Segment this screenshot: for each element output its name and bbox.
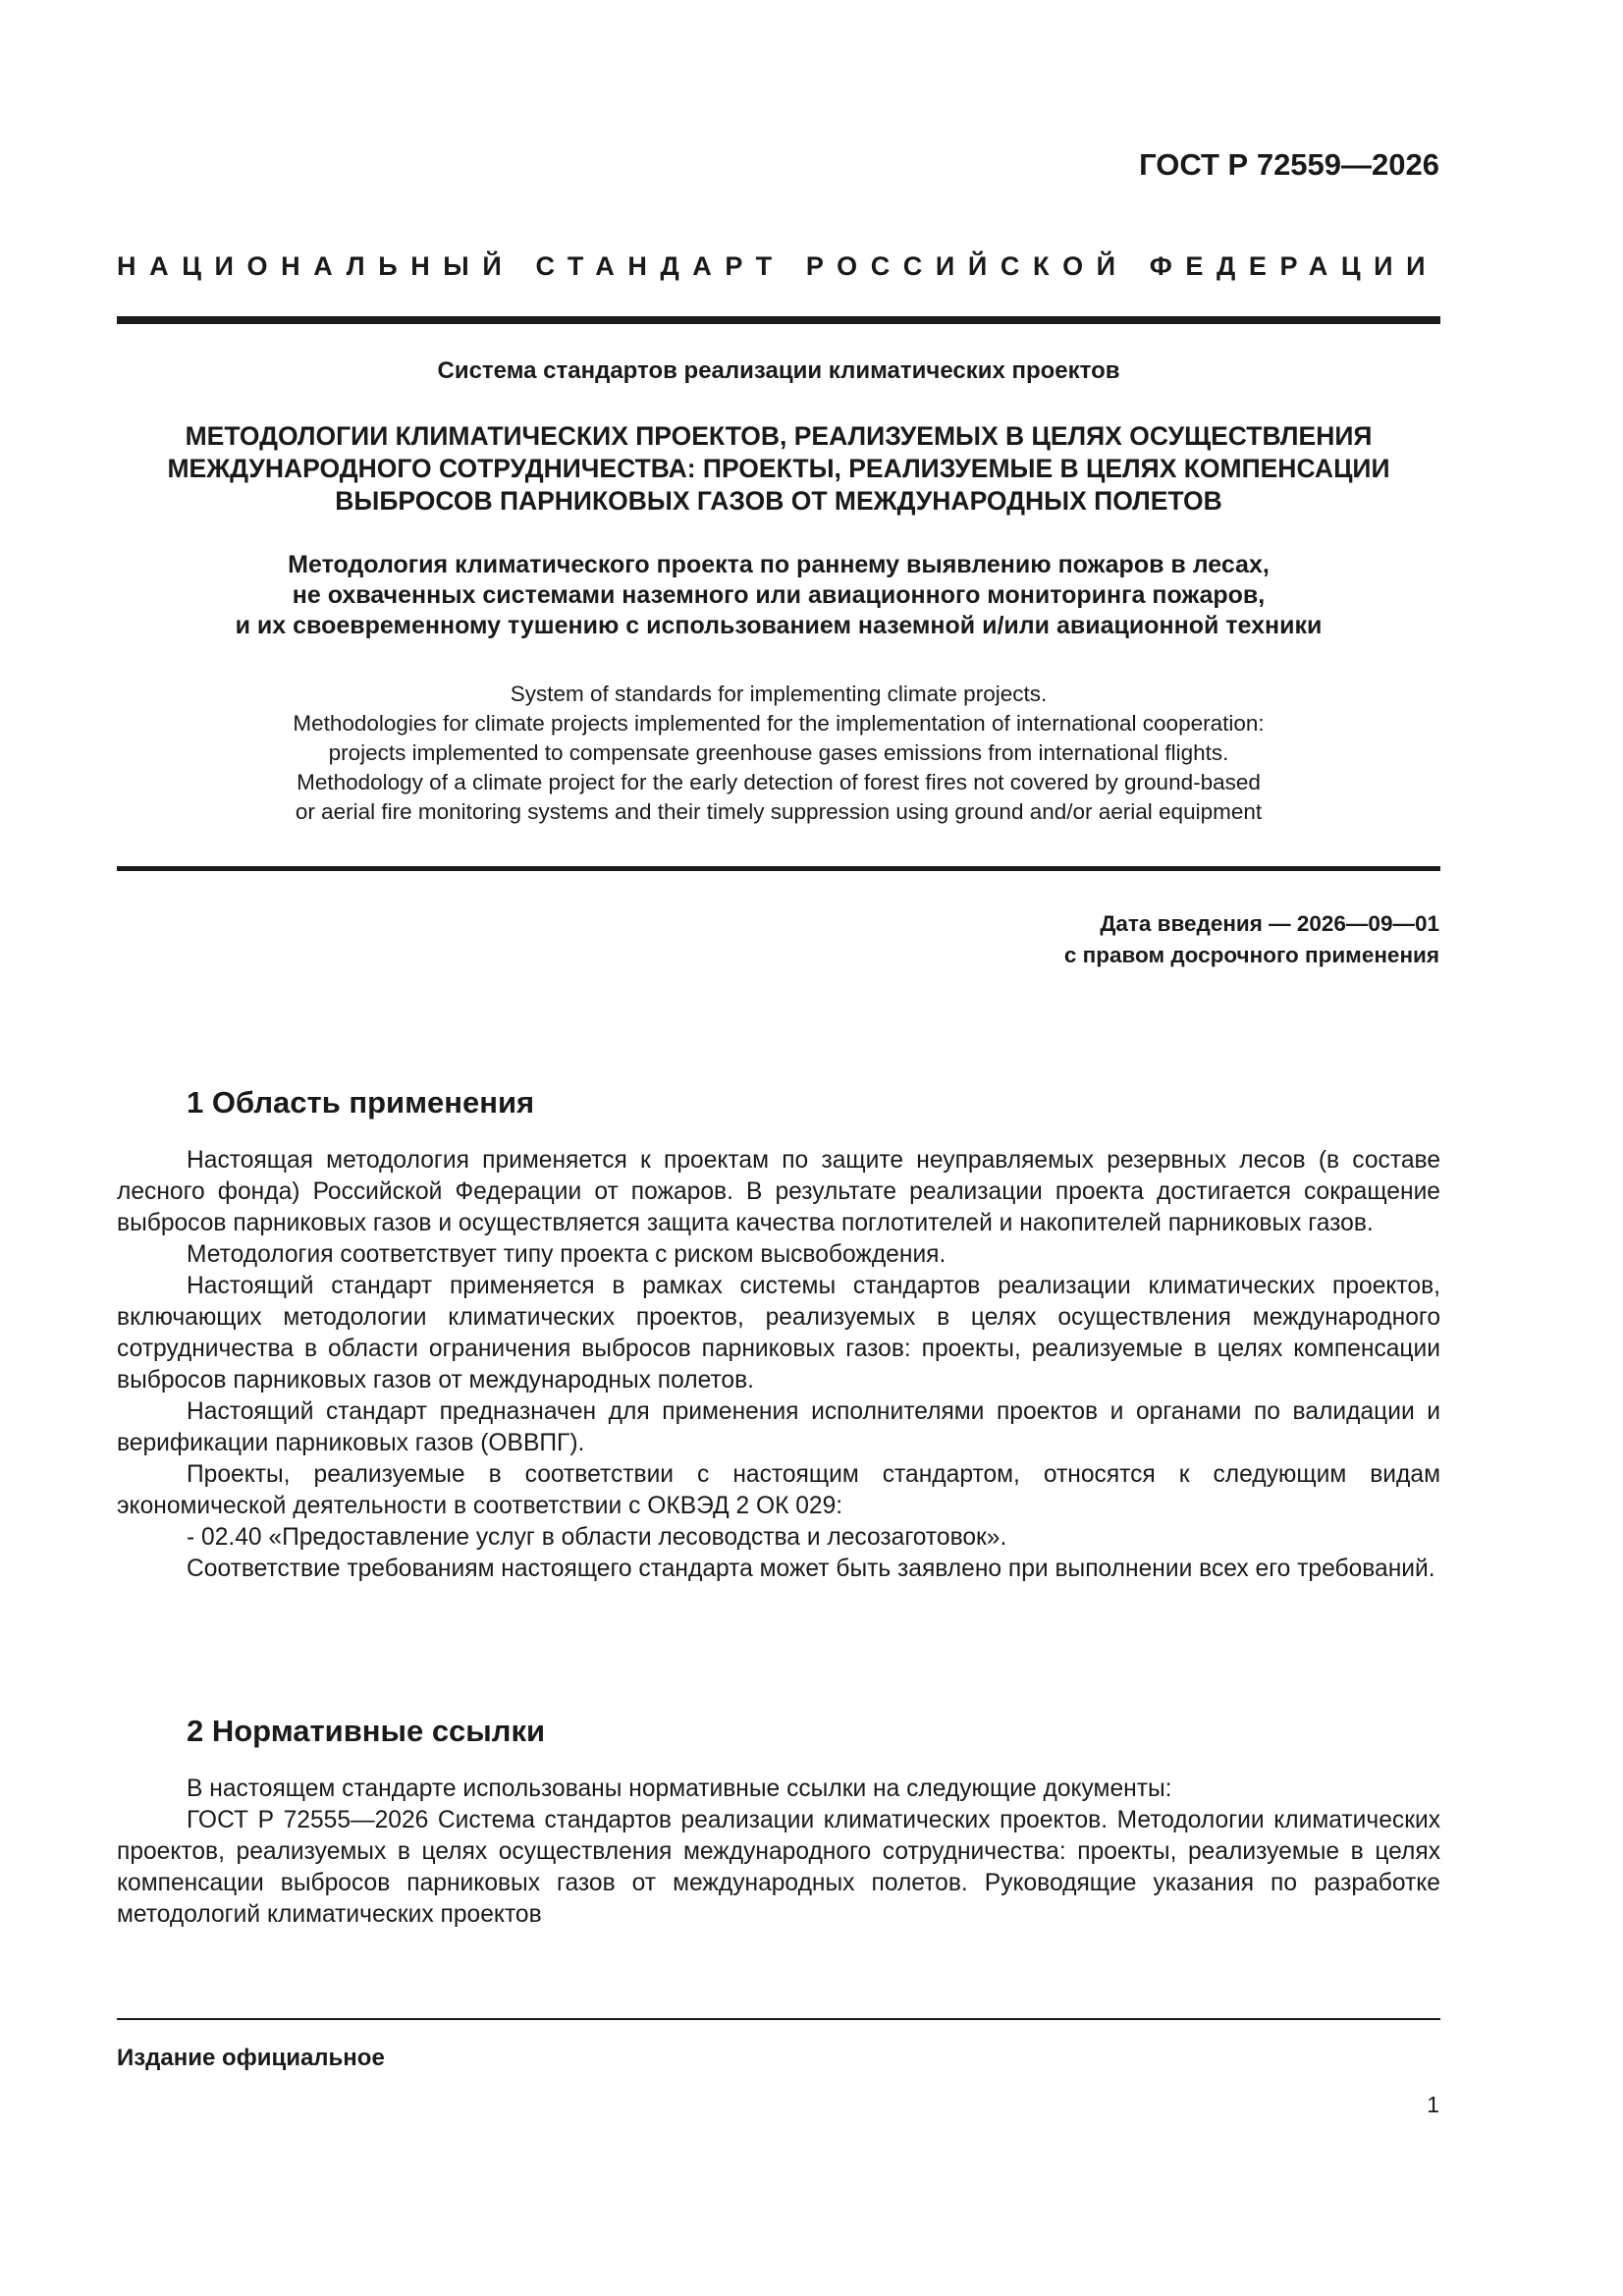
english-title-line: or aerial fire monitoring systems and their timely suppression using ground and/or aerial equipment (295, 799, 1263, 824)
main-title-line: МЕЖДУНАРОДНОГО СОТРУДНИЧЕСТВА: ПРОЕКТЫ, РЕАЛИЗУЕМЫЕ В ЦЕЛЯХ КОМПЕНСАЦИИ (167, 454, 1390, 483)
sub-title-line: не охваченных системами наземного или авиационного мониторинга пожаров, (292, 581, 1266, 609)
english-title-line: projects implemented to compensate greenhouse gases emissions from international flights. (328, 740, 1229, 765)
sub-title (117, 550, 1440, 641)
paragraph: Проекты, реализуемые в соответствии с настоящим стандартом, относятся к следующим видам экономической деятельности в соответствии с ОКВЭД 2 ОК 029: (117, 1461, 1440, 1519)
main-title (117, 420, 1440, 518)
paragraph: Методология соответствует типу проекта с риском высвобождения. (187, 1241, 947, 1268)
main-title-line: ВЫБРОСОВ ПАРНИКОВЫХ ГАЗОВ ОТ МЕЖДУНАРОДНЫХ ПОЛЕТОВ (335, 486, 1222, 516)
paragraph: В настоящем стандарте использованы нормативные ссылки на следующие документы: (187, 1776, 1172, 1802)
sub-title-line: Методология климатического проекта по раннему выявлению пожаров в лесах, (288, 551, 1270, 578)
official-edition-label: Издание официальное (117, 2045, 385, 2071)
paragraph: Настоящий стандарт предназначен для применения исполнителями проектов и органами по валидации и верификации парниковых газов (ОВВПГ). (117, 1398, 1440, 1456)
national-standard-banner: НАЦИОНАЛЬНЫЙ СТАНДАРТ РОССИЙСКОЙ ФЕДЕРАЦИИ (117, 251, 1439, 281)
english-title (117, 680, 1440, 827)
english-title-line: Methodology of a climate project for the early detection of forest fires not covered by ground-based (297, 770, 1261, 794)
section-body-scope (117, 1145, 1440, 1585)
main-title-line: МЕТОДОЛОГИИ КЛИМАТИЧЕСКИХ ПРОЕКТОВ, РЕАЛИЗУЕМЫХ В ЦЕЛЯХ ОСУЩЕСТВЛЕНИЯ (185, 421, 1373, 451)
paragraph: ГОСТ Р 72555—2026 Система стандартов реализации климатических проектов. Методологии климатических проектов, реализуемых в целях осуществления международного сотрудничества: проекты, реализуемые в целях компенсации выбросов парниковых газов от международных полетов. Руководящие указания по разработке методологий климатических проектов (117, 1807, 1440, 1928)
paragraph: Настоящая методология применяется к проектам по защите неуправляемых резервных лесов (в составе лесного фонда) Российской Федерации от пожаров. В результате реализации проекта достигается сокращение выбросов парниковых газов и осуществляется защита качества поглотителей и накопителей парниковых газов. (117, 1147, 1440, 1236)
introduction-date (1064, 908, 1439, 971)
page-number: 1 (1427, 2092, 1439, 2117)
section-heading-scope: 1 Область применения (187, 1085, 535, 1120)
title-rule (117, 866, 1440, 871)
intro-date-line: Дата введения — 2026—09—01 (1100, 911, 1439, 936)
section-heading-normative-refs: 2 Нормативные ссылки (187, 1714, 546, 1748)
early-application-line: с правом досрочного применения (1063, 943, 1439, 967)
list-item: - 02.40 «Предоставление услуг в области лесоводства и лесозаготовок». (187, 1524, 1007, 1551)
footer-rule (117, 2018, 1440, 2020)
english-title-line: Methodologies for climate projects implemented for the implementation of international cooperation: (293, 711, 1265, 736)
sub-title-line: и их своевременному тушению с использованием наземной и/или авиационной техники (235, 612, 1323, 639)
standard-code: ГОСТ Р 72559—2026 (1139, 147, 1439, 182)
section-body-normative-refs (117, 1774, 1440, 1931)
english-title-line: System of standards for implementing climate projects. (510, 682, 1048, 706)
paragraph: Настоящий стандарт применяется в рамках системы стандартов реализации климатических проектов, включающих методологии климатических проектов, реализуемых в целях осуществления международного сотрудничества в области ограничения выбросов парниковых газов: проекты, реализуемые в целях компенсации выбросов парниковых газов от международных полетов. (117, 1273, 1440, 1394)
paragraph: Соответствие требованиям настоящего стандарта может быть заявлено при выполнении всех его требований. (187, 1556, 1435, 1582)
header-rule (117, 316, 1440, 324)
series-title: Система стандартов реализации климатических проектов (437, 357, 1120, 384)
